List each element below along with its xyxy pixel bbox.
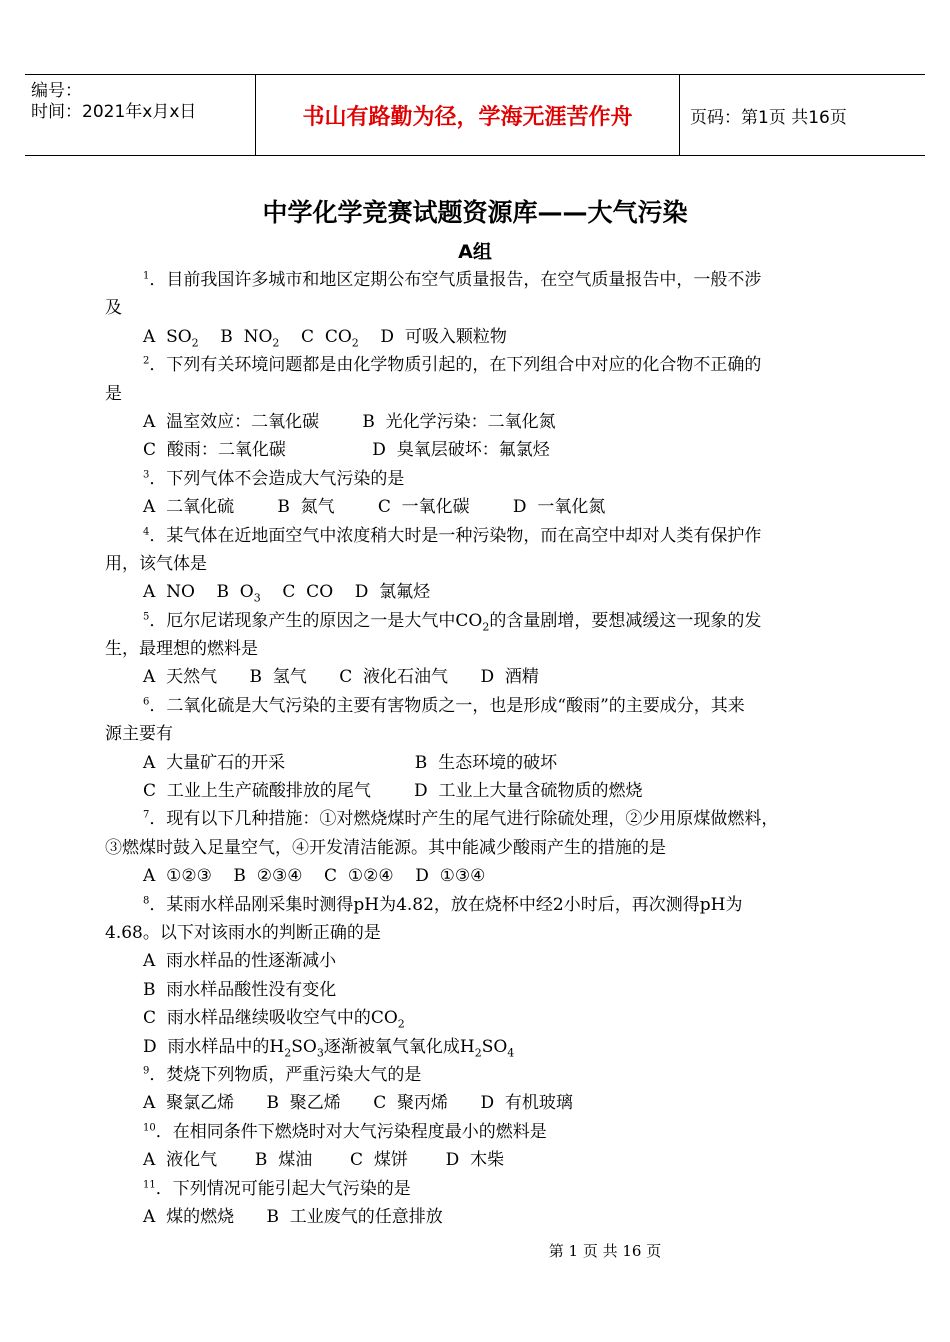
question-text: ．目前我国许多城市和地区定期公布空气质量报告，在空气质量报告中，一般不涉 (149, 270, 762, 290)
date-label: 时间：2021年x月x日 (31, 102, 197, 122)
header-motto: 书山有路勤为径，学海无涯苦作舟 (255, 75, 680, 155)
question-text: ．下列情况可能引起大气污染的是 (155, 1178, 411, 1199)
answer-choices: A NO B $O_3$ C CO D 氯氟烃 (143, 582, 431, 605)
answer-choices: A 温室效应：二氧化碳 B 光化学污染：二氧化氮 (143, 411, 556, 432)
question-number: 3 (143, 469, 150, 481)
question-number: 8 (143, 894, 150, 906)
question-text: ．某气体在近地面空气中浓度稍大时是一种污染物，而在高空中却对人类有保护作 (149, 525, 762, 546)
serial-number-label: 编号： (31, 81, 82, 101)
question-text: ．下列气体不会造成大气污染的是 (149, 468, 405, 489)
question-continuation: 及 (105, 298, 122, 319)
question-continuation: 是 (105, 383, 122, 404)
question-number: 4 (143, 525, 150, 537)
question-stem (105, 1061, 855, 1089)
question-text: ．现有以下几种措施：①对燃烧煤时产生的尾气进行除硫处理，②少用原煤做燃料， (149, 809, 779, 830)
question-stem (105, 465, 855, 493)
group-heading: A组 (458, 241, 492, 263)
answer-choices: A ①②③ B ②③④ C ①②④ D ①③④ (143, 866, 486, 887)
answer-choices: C 雨水样品继续吸收空气中的$CO_2$ (143, 1008, 405, 1031)
answer-choices: A 二氧化硫 B 氮气 C 一氧化碳 D 一氧化氮 (143, 497, 606, 518)
question-number: 2 (143, 355, 150, 367)
question-text: ．焚烧下列物质，严重污染大气的是 (149, 1064, 422, 1085)
answer-choices: A 雨水样品的性逐渐减小 (143, 951, 337, 972)
document-title: 中学化学竞赛试题资源库——大气污染 (262, 198, 688, 227)
page-footer: 第 1 页 共 16 页 (548, 1242, 662, 1260)
header-meta (25, 75, 255, 155)
question-stem (105, 891, 855, 919)
question-number: 11 (143, 1178, 156, 1190)
question-stem (105, 692, 855, 720)
question-stem (105, 1118, 855, 1146)
header-page-info: 页码：第1页 共16页 (690, 107, 847, 128)
question-stem (105, 607, 855, 635)
question-number: 10 (143, 1122, 156, 1134)
question-continuation: 4.68。以下对该雨水的判断正确的是 (105, 922, 381, 943)
answer-choices: A 液化气 B 煤油 C 煤饼 D 木柴 (143, 1150, 505, 1171)
question-stem (105, 266, 855, 294)
question-list (105, 266, 855, 1231)
question-continuation: ③燃煤时鼓入足量空气，④开发清洁能源。其中能减少酸雨产生的措施的是 (105, 837, 666, 858)
question-continuation: 用，该气体是 (105, 553, 207, 574)
question-number: 5 (143, 611, 150, 623)
question-number: 1 (143, 270, 150, 282)
answer-choices: C 酸雨：二氧化碳 D 臭氧层破坏：氟氯烃 (143, 440, 550, 461)
answer-choices: A 聚氯乙烯 B 聚乙烯 C 聚丙烯 D 有机玻璃 (143, 1093, 573, 1114)
question-stem (105, 805, 855, 833)
question-stem (105, 522, 855, 550)
answer-choices: A 煤的燃烧 B 工业废气的任意排放 (143, 1206, 443, 1227)
page-header (25, 74, 925, 156)
answer-choices: A 大量矿石的开采 B 生态环境的破坏 (143, 752, 558, 773)
question-number: 7 (143, 809, 150, 821)
question-stem (105, 351, 855, 379)
answer-choices: B 雨水样品酸性没有变化 (143, 979, 337, 1000)
question-text: ．在相同条件下燃烧时对大气污染程度最小的燃料是 (155, 1121, 547, 1142)
question-text: ．厄尔尼诺现象产生的原因之一是大气中$CO_2$的含量剧增，要想减缓这一现象的发 (149, 610, 762, 634)
answer-choices: C 工业上生产硫酸排放的尾气 D 工业上大量含硫物质的燃烧 (143, 781, 643, 802)
question-text: ．下列有关环境问题都是由化学物质引起的，在下列组合中对应的化合物不正确的 (149, 355, 762, 376)
question-number: 6 (143, 696, 150, 708)
question-number: 9 (143, 1065, 150, 1077)
question-continuation: 源主要有 (105, 724, 173, 745)
question-text: ．某雨水样品刚采集时测得pH为4.82，放在烧杯中经2小时后，再次测得pH为 (149, 894, 743, 915)
question-continuation: 生，最理想的燃料是 (105, 639, 258, 660)
answer-choices: D 雨水样品中的$H_2SO_3$逐渐被氧气氧化成$H_2SO_4$ (143, 1036, 515, 1059)
answer-choices: A $SO_2$ B $NO_2$ C $CO_2$ D 可吸入颗粒物 (143, 326, 507, 350)
question-stem (105, 1175, 855, 1203)
answer-choices: A 天然气 B 氢气 C 液化石油气 D 酒精 (143, 667, 539, 688)
question-text: ．二氧化硫是大气污染的主要有害物质之一，也是形成“酸雨”的主要成分，其来 (149, 695, 745, 716)
